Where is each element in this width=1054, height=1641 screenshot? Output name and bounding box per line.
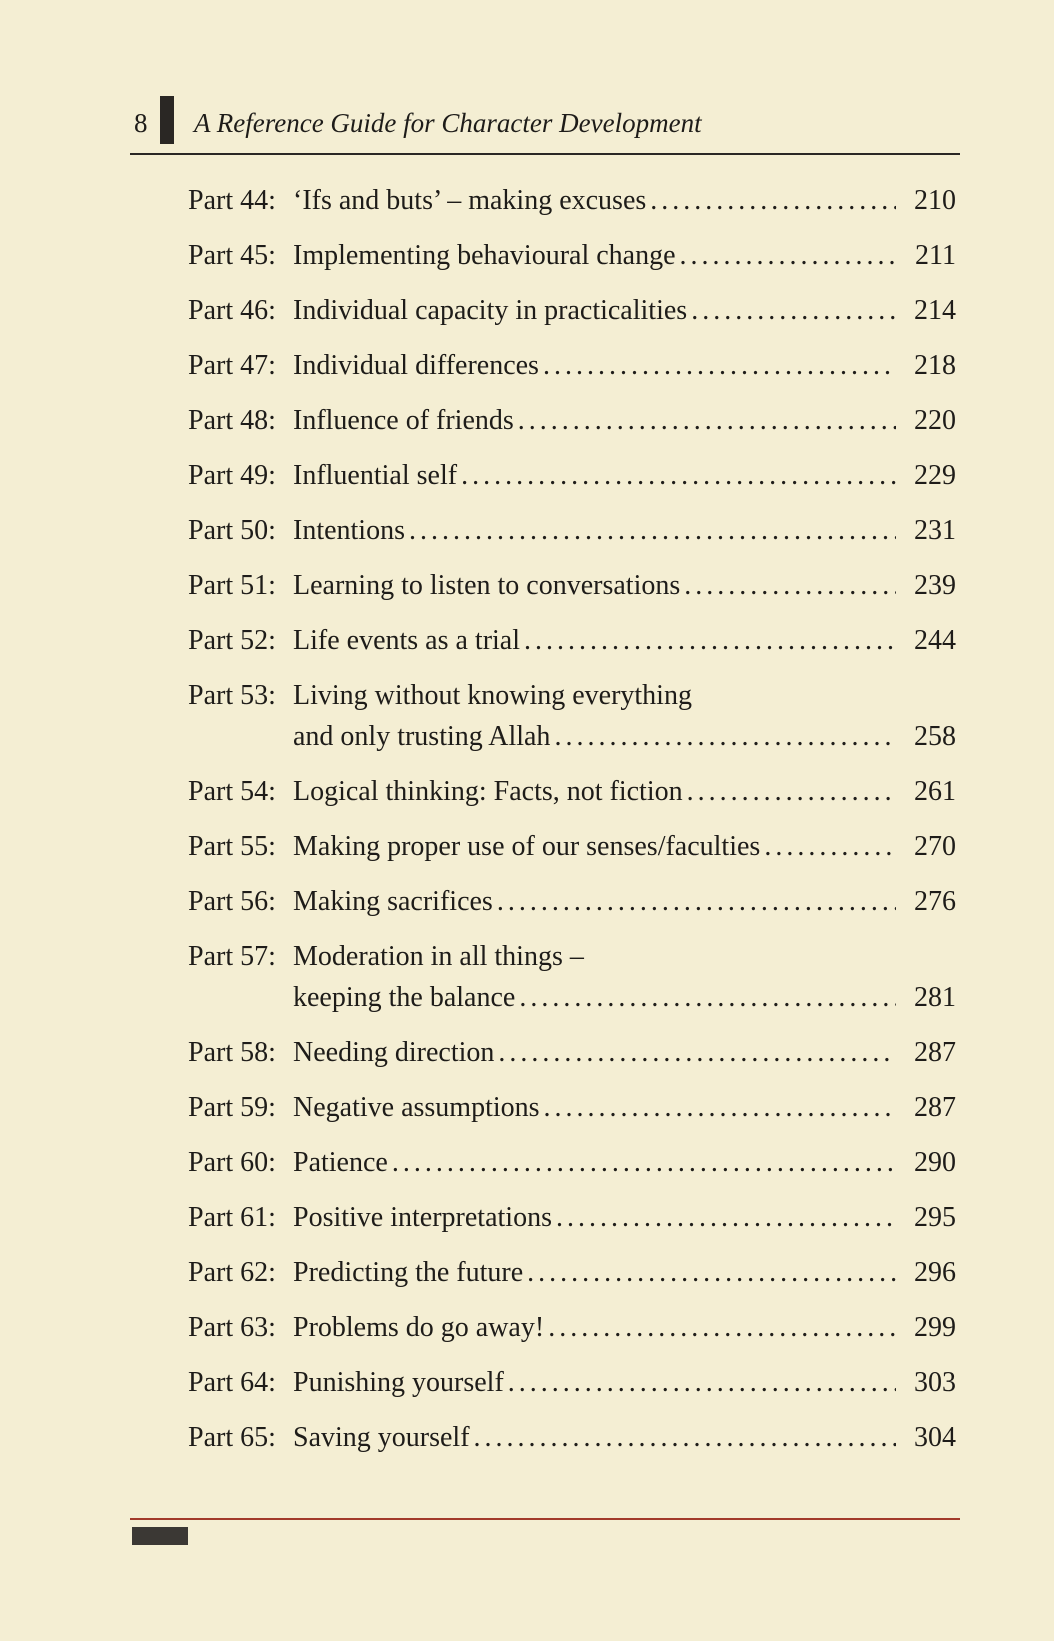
toc-entry-title: Learning to listen to conversations xyxy=(293,570,681,601)
toc-entry[interactable] xyxy=(188,1087,956,1128)
toc-entry-page: 270 xyxy=(914,831,956,862)
toc-entry-title: Making sacrifices xyxy=(293,886,493,917)
dot-leader xyxy=(392,1142,896,1183)
table-of-contents xyxy=(188,180,956,1472)
toc-entry[interactable] xyxy=(188,345,956,386)
toc-entry-page: 214 xyxy=(914,295,956,326)
toc-entry-page: 244 xyxy=(914,625,956,656)
toc-entry-title: Moderation in all things – xyxy=(293,941,584,972)
toc-entry-title: Predicting the future xyxy=(293,1257,524,1288)
toc-entry[interactable] xyxy=(188,455,956,496)
toc-entry[interactable] xyxy=(188,510,956,551)
toc-entry-label: Part 48: xyxy=(188,405,276,436)
toc-entry-page: 210 xyxy=(914,185,956,216)
dot-leader xyxy=(554,716,896,757)
toc-entry-page: 281 xyxy=(914,982,956,1013)
toc-entry-title: Patience xyxy=(293,1147,388,1178)
book-title: A Reference Guide for Character Development xyxy=(194,108,702,138)
toc-entry-title: Influence of friends xyxy=(293,405,514,436)
toc-entry-page: 296 xyxy=(914,1257,956,1288)
toc-entry-label: Part 63: xyxy=(188,1312,276,1343)
toc-entry-title: Needing direction xyxy=(293,1037,495,1068)
toc-entry-label: Part 45: xyxy=(188,240,276,271)
toc-entry-page: 229 xyxy=(914,460,956,491)
toc-entry-title: Intentions xyxy=(293,515,405,546)
toc-entry[interactable] xyxy=(188,826,956,867)
toc-entry[interactable] xyxy=(188,180,956,221)
toc-entry-page: 303 xyxy=(914,1367,956,1398)
toc-entry-label: Part 44: xyxy=(188,185,276,216)
toc-entry-label: Part 59: xyxy=(188,1092,276,1123)
toc-entry-page: 211 xyxy=(915,240,956,271)
dot-leader xyxy=(650,180,896,221)
toc-entry[interactable] xyxy=(188,565,956,606)
dot-leader xyxy=(556,1197,896,1238)
toc-entry[interactable] xyxy=(188,1252,956,1293)
toc-entry-title: Problems do go away! xyxy=(293,1312,545,1343)
toc-entry-label: Part 56: xyxy=(188,886,276,917)
dot-leader xyxy=(527,1252,896,1293)
toc-entry-label: Part 64: xyxy=(188,1367,276,1398)
toc-entry-label: Part 58: xyxy=(188,1037,276,1068)
dot-leader xyxy=(544,1087,896,1128)
toc-entry-label: Part 49: xyxy=(188,460,276,491)
toc-entry-page: 290 xyxy=(914,1147,956,1178)
header-rule xyxy=(130,153,960,155)
dot-leader xyxy=(518,400,896,441)
dot-leader xyxy=(548,1307,896,1348)
toc-entry[interactable] xyxy=(188,936,956,1018)
toc-entry-label: Part 54: xyxy=(188,776,276,807)
dot-leader xyxy=(764,826,896,867)
toc-entry[interactable] xyxy=(188,620,956,661)
toc-entry[interactable] xyxy=(188,1417,956,1458)
toc-entry-title: Positive interpretations xyxy=(293,1202,552,1233)
toc-entry-page: 258 xyxy=(914,721,956,752)
footer-rule xyxy=(130,1518,960,1520)
toc-entry-title: Life events as a trial xyxy=(293,625,521,656)
toc-entry-title: Living without knowing everything xyxy=(293,680,692,711)
toc-entry-label: Part 46: xyxy=(188,295,276,326)
toc-entry-page: 218 xyxy=(914,350,956,381)
toc-entry-page: 287 xyxy=(914,1092,956,1123)
toc-entry-label: Part 55: xyxy=(188,831,276,862)
toc-entry-title: keeping the balance xyxy=(293,982,516,1013)
toc-entry[interactable] xyxy=(188,290,956,331)
toc-entry-page: 276 xyxy=(914,886,956,917)
toc-entry-page: 231 xyxy=(914,515,956,546)
toc-entry-label: Part 50: xyxy=(188,515,276,546)
dot-leader xyxy=(519,977,896,1018)
toc-entry-label: Part 65: xyxy=(188,1422,276,1453)
toc-entry-label: Part 62: xyxy=(188,1257,276,1288)
toc-entry-title: Punishing yourself xyxy=(293,1367,504,1398)
header-bar-ornament xyxy=(160,96,174,144)
dot-leader xyxy=(680,235,896,276)
page-number: 8 xyxy=(134,108,148,138)
dot-leader xyxy=(461,455,896,496)
toc-entry-label: Part 60: xyxy=(188,1147,276,1178)
footer-mark xyxy=(132,1527,188,1545)
dot-leader xyxy=(508,1362,896,1403)
dot-leader xyxy=(687,771,896,812)
toc-entry-label: Part 57: xyxy=(188,941,276,972)
toc-entry-title: Influential self xyxy=(293,460,458,491)
dot-leader xyxy=(543,345,896,386)
toc-entry-label: Part 51: xyxy=(188,570,276,601)
toc-entry-title: Negative assumptions xyxy=(293,1092,540,1123)
toc-entry[interactable] xyxy=(188,881,956,922)
toc-entry-page: 304 xyxy=(914,1422,956,1453)
dot-leader xyxy=(684,565,896,606)
toc-entry-label: Part 53: xyxy=(188,680,276,711)
dot-leader xyxy=(474,1417,896,1458)
dot-leader xyxy=(409,510,896,551)
toc-entry-label: Part 52: xyxy=(188,625,276,656)
toc-entry[interactable] xyxy=(188,1307,956,1348)
toc-entry-page: 299 xyxy=(914,1312,956,1343)
toc-entry-title: Logical thinking: Facts, not fiction xyxy=(293,776,683,807)
toc-entry-title: Individual differences xyxy=(293,350,539,381)
toc-entry-title: ‘Ifs and buts’ – making excuses xyxy=(293,185,647,216)
toc-entry[interactable] xyxy=(188,1197,956,1238)
toc-entry[interactable] xyxy=(188,1032,956,1073)
toc-entry-page: 261 xyxy=(914,776,956,807)
dot-leader xyxy=(497,881,896,922)
dot-leader xyxy=(524,620,896,661)
toc-entry-page: 295 xyxy=(914,1202,956,1233)
toc-entry-page: 287 xyxy=(914,1037,956,1068)
toc-entry-page: 239 xyxy=(914,570,956,601)
toc-entry-title: Implementing behavioural change xyxy=(293,240,676,271)
toc-entry[interactable] xyxy=(188,400,956,441)
toc-entry-label: Part 61: xyxy=(188,1202,276,1233)
toc-entry-label: Part 47: xyxy=(188,350,276,381)
running-header xyxy=(130,96,960,156)
toc-entry-title: Making proper use of our senses/faculties xyxy=(293,831,761,862)
toc-entry-page: 220 xyxy=(914,405,956,436)
toc-entry[interactable] xyxy=(188,235,956,276)
toc-entry-title: Saving yourself xyxy=(293,1422,470,1453)
dot-leader xyxy=(691,290,896,331)
dot-leader xyxy=(498,1032,896,1073)
toc-entry[interactable] xyxy=(188,1142,956,1183)
toc-entry-title: and only trusting Allah xyxy=(293,721,551,752)
toc-entry[interactable] xyxy=(188,771,956,812)
toc-entry-title: Individual capacity in practicalities xyxy=(293,295,688,326)
toc-entry[interactable] xyxy=(188,675,956,757)
toc-entry[interactable] xyxy=(188,1362,956,1403)
